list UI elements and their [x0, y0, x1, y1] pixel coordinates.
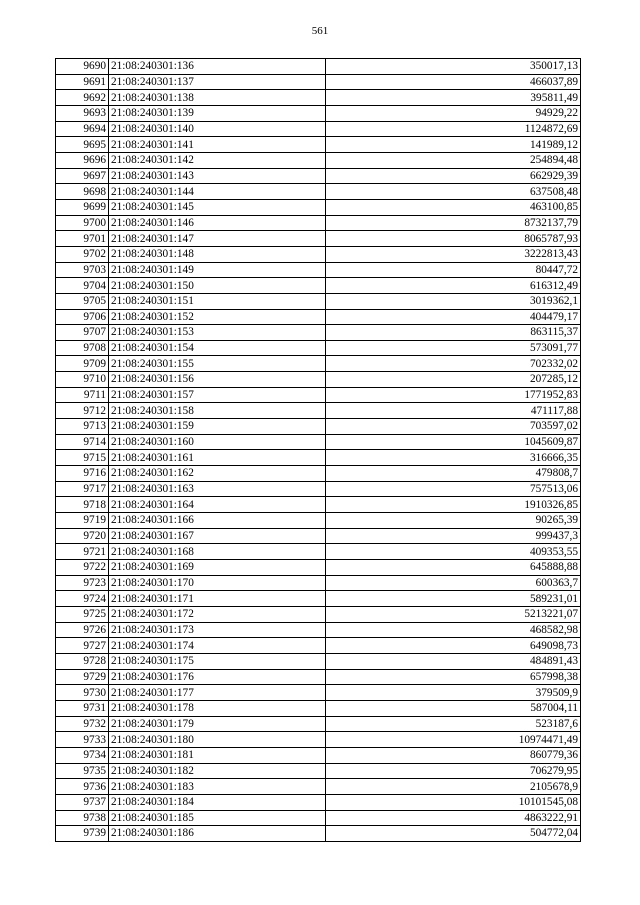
cadastral-value-cell: 471117,88	[326, 403, 581, 419]
cadastral-value-cell: 10101545,08	[326, 794, 581, 810]
table-row	[56, 481, 581, 497]
row-number-cell: 9711	[56, 387, 109, 403]
cadastral-number-cell: 21:08:240301:182	[109, 763, 326, 779]
row-number-cell: 9708	[56, 340, 109, 356]
table-row	[56, 152, 581, 168]
cadastral-number-cell: 21:08:240301:146	[109, 215, 326, 231]
cadastral-number-cell: 21:08:240301:142	[109, 152, 326, 168]
table-row	[56, 638, 581, 654]
cadastral-value-cell: 2105678,9	[326, 779, 581, 795]
table-body	[56, 59, 581, 842]
cadastral-value-cell: 463100,85	[326, 199, 581, 215]
cadastral-value-cell: 649098,73	[326, 638, 581, 654]
cadastral-value-table	[55, 58, 581, 842]
table-row	[56, 121, 581, 137]
cadastral-number-cell: 21:08:240301:163	[109, 481, 326, 497]
row-number-cell: 9704	[56, 278, 109, 294]
cadastral-number-cell: 21:08:240301:178	[109, 700, 326, 716]
table-row	[56, 403, 581, 419]
cadastral-number-cell: 21:08:240301:171	[109, 591, 326, 607]
table-row	[56, 497, 581, 513]
cadastral-number-cell: 21:08:240301:136	[109, 59, 326, 75]
row-number-cell: 9728	[56, 653, 109, 669]
cadastral-number-cell: 21:08:240301:155	[109, 356, 326, 372]
cadastral-value-cell: 706279,95	[326, 763, 581, 779]
table-row	[56, 591, 581, 607]
table-row	[56, 105, 581, 121]
page-number: 561	[311, 25, 329, 37]
cadastral-value-cell: 616312,49	[326, 278, 581, 294]
cadastral-value-cell: 1045609,87	[326, 434, 581, 450]
row-number-cell: 9733	[56, 732, 109, 748]
cadastral-number-cell: 21:08:240301:168	[109, 544, 326, 560]
cadastral-number-cell: 21:08:240301:149	[109, 262, 326, 278]
table-row	[56, 74, 581, 90]
table-row	[56, 466, 581, 482]
row-number-cell: 9703	[56, 262, 109, 278]
table-row	[56, 387, 581, 403]
table-row	[56, 231, 581, 247]
cadastral-value-cell: 80447,72	[326, 262, 581, 278]
row-number-cell: 9734	[56, 747, 109, 763]
row-number-cell: 9724	[56, 591, 109, 607]
cadastral-value-cell: 3222813,43	[326, 246, 581, 262]
table-row	[56, 575, 581, 591]
cadastral-value-cell: 589231,01	[326, 591, 581, 607]
cadastral-value-cell: 254894,48	[326, 152, 581, 168]
cadastral-number-cell: 21:08:240301:166	[109, 513, 326, 529]
table-row	[56, 309, 581, 325]
table-row	[56, 372, 581, 388]
cadastral-value-cell: 587004,11	[326, 700, 581, 716]
row-number-cell: 9706	[56, 309, 109, 325]
row-number-cell: 9726	[56, 622, 109, 638]
row-number-cell: 9732	[56, 716, 109, 732]
row-number-cell: 9705	[56, 293, 109, 309]
cadastral-number-cell: 21:08:240301:151	[109, 293, 326, 309]
cadastral-number-cell: 21:08:240301:156	[109, 372, 326, 388]
row-number-cell: 9739	[56, 826, 109, 842]
cadastral-number-cell: 21:08:240301:185	[109, 810, 326, 826]
cadastral-value-cell: 999437,3	[326, 528, 581, 544]
cadastral-number-cell: 21:08:240301:141	[109, 137, 326, 153]
cadastral-value-cell: 207285,12	[326, 372, 581, 388]
row-number-cell: 9723	[56, 575, 109, 591]
cadastral-value-cell: 8732137,79	[326, 215, 581, 231]
row-number-cell: 9710	[56, 372, 109, 388]
cadastral-value-cell: 466037,89	[326, 74, 581, 90]
table-row	[56, 419, 581, 435]
row-number-cell: 9691	[56, 74, 109, 90]
cadastral-value-cell: 757513,06	[326, 481, 581, 497]
cadastral-number-cell: 21:08:240301:153	[109, 325, 326, 341]
cadastral-value-cell: 409353,55	[326, 544, 581, 560]
table-row	[56, 732, 581, 748]
table-row	[56, 685, 581, 701]
row-number-cell: 9699	[56, 199, 109, 215]
table-row	[56, 59, 581, 75]
cadastral-value-cell: 645888,88	[326, 560, 581, 576]
cadastral-number-cell: 21:08:240301:161	[109, 450, 326, 466]
table-row	[56, 779, 581, 795]
row-number-cell: 9690	[56, 59, 109, 75]
cadastral-value-cell: 8065787,93	[326, 231, 581, 247]
cadastral-number-cell: 21:08:240301:137	[109, 74, 326, 90]
cadastral-number-cell: 21:08:240301:177	[109, 685, 326, 701]
cadastral-value-cell: 637508,48	[326, 184, 581, 200]
cadastral-number-cell: 21:08:240301:180	[109, 732, 326, 748]
cadastral-number-cell: 21:08:240301:179	[109, 716, 326, 732]
table-row	[56, 528, 581, 544]
row-number-cell: 9718	[56, 497, 109, 513]
cadastral-number-cell: 21:08:240301:162	[109, 466, 326, 482]
cadastral-number-cell: 21:08:240301:176	[109, 669, 326, 685]
cadastral-number-cell: 21:08:240301:143	[109, 168, 326, 184]
row-number-cell: 9736	[56, 779, 109, 795]
cadastral-value-cell: 860779,36	[326, 747, 581, 763]
cadastral-value-cell: 479808,7	[326, 466, 581, 482]
table-row	[56, 653, 581, 669]
cadastral-number-cell: 21:08:240301:184	[109, 794, 326, 810]
cadastral-value-cell: 4863222,91	[326, 810, 581, 826]
cadastral-value-cell: 600363,7	[326, 575, 581, 591]
row-number-cell: 9696	[56, 152, 109, 168]
cadastral-value-cell: 3019362,1	[326, 293, 581, 309]
table-row	[56, 747, 581, 763]
row-number-cell: 9731	[56, 700, 109, 716]
table-row	[56, 513, 581, 529]
cadastral-value-cell: 484891,43	[326, 653, 581, 669]
cadastral-value-cell: 702332,02	[326, 356, 581, 372]
row-number-cell: 9725	[56, 606, 109, 622]
cadastral-number-cell: 21:08:240301:158	[109, 403, 326, 419]
table-row	[56, 356, 581, 372]
row-number-cell: 9701	[56, 231, 109, 247]
cadastral-number-cell: 21:08:240301:181	[109, 747, 326, 763]
cadastral-value-cell: 863115,37	[326, 325, 581, 341]
cadastral-value-cell: 1910326,85	[326, 497, 581, 513]
cadastral-number-cell: 21:08:240301:154	[109, 340, 326, 356]
row-number-cell: 9698	[56, 184, 109, 200]
cadastral-number-cell: 21:08:240301:167	[109, 528, 326, 544]
row-number-cell: 9715	[56, 450, 109, 466]
cadastral-number-cell: 21:08:240301:150	[109, 278, 326, 294]
row-number-cell: 9694	[56, 121, 109, 137]
cadastral-value-cell: 94929,22	[326, 105, 581, 121]
cadastral-value-cell: 1124872,69	[326, 121, 581, 137]
table-row	[56, 669, 581, 685]
cadastral-number-cell: 21:08:240301:172	[109, 606, 326, 622]
row-number-cell: 9697	[56, 168, 109, 184]
table-row	[56, 622, 581, 638]
row-number-cell: 9692	[56, 90, 109, 106]
table-row	[56, 794, 581, 810]
table-row	[56, 434, 581, 450]
table-row	[56, 560, 581, 576]
cadastral-value-cell: 379509,9	[326, 685, 581, 701]
row-number-cell: 9709	[56, 356, 109, 372]
table-row	[56, 215, 581, 231]
cadastral-value-cell: 573091,77	[326, 340, 581, 356]
cadastral-value-cell: 662929,39	[326, 168, 581, 184]
cadastral-number-cell: 21:08:240301:157	[109, 387, 326, 403]
table-row	[56, 293, 581, 309]
cadastral-number-cell: 21:08:240301:147	[109, 231, 326, 247]
cadastral-number-cell: 21:08:240301:174	[109, 638, 326, 654]
cadastral-number-cell: 21:08:240301:169	[109, 560, 326, 576]
row-number-cell: 9716	[56, 466, 109, 482]
cadastral-value-cell: 90265,39	[326, 513, 581, 529]
row-number-cell: 9693	[56, 105, 109, 121]
row-number-cell: 9737	[56, 794, 109, 810]
table-row	[56, 246, 581, 262]
cadastral-value-cell: 395811,49	[326, 90, 581, 106]
table-row	[56, 700, 581, 716]
row-number-cell: 9722	[56, 560, 109, 576]
cadastral-number-cell: 21:08:240301:170	[109, 575, 326, 591]
cadastral-value-cell: 350017,13	[326, 59, 581, 75]
row-number-cell: 9713	[56, 419, 109, 435]
table-row	[56, 340, 581, 356]
table-row	[56, 168, 581, 184]
row-number-cell: 9707	[56, 325, 109, 341]
table-row	[56, 199, 581, 215]
cadastral-number-cell: 21:08:240301:152	[109, 309, 326, 325]
row-number-cell: 9727	[56, 638, 109, 654]
table-row	[56, 544, 581, 560]
table-row	[56, 763, 581, 779]
table-row	[56, 606, 581, 622]
table-row	[56, 278, 581, 294]
cadastral-value-cell: 468582,98	[326, 622, 581, 638]
cadastral-number-cell: 21:08:240301:173	[109, 622, 326, 638]
table-row	[56, 137, 581, 153]
cadastral-number-cell: 21:08:240301:138	[109, 90, 326, 106]
row-number-cell: 9721	[56, 544, 109, 560]
cadastral-value-cell: 504772,04	[326, 826, 581, 842]
row-number-cell: 9712	[56, 403, 109, 419]
cadastral-value-cell: 657998,38	[326, 669, 581, 685]
table-row	[56, 450, 581, 466]
row-number-cell: 9700	[56, 215, 109, 231]
row-number-cell: 9702	[56, 246, 109, 262]
cadastral-number-cell: 21:08:240301:144	[109, 184, 326, 200]
cadastral-value-cell: 141989,12	[326, 137, 581, 153]
cadastral-number-cell: 21:08:240301:159	[109, 419, 326, 435]
row-number-cell: 9717	[56, 481, 109, 497]
cadastral-number-cell: 21:08:240301:139	[109, 105, 326, 121]
cadastral-value-cell: 5213221,07	[326, 606, 581, 622]
cadastral-number-cell: 21:08:240301:140	[109, 121, 326, 137]
cadastral-value-cell: 10974471,49	[326, 732, 581, 748]
cadastral-number-cell: 21:08:240301:160	[109, 434, 326, 450]
table-row	[56, 325, 581, 341]
row-number-cell: 9714	[56, 434, 109, 450]
table-row	[56, 90, 581, 106]
row-number-cell: 9738	[56, 810, 109, 826]
table-row	[56, 184, 581, 200]
cadastral-value-cell: 1771952,83	[326, 387, 581, 403]
table-row	[56, 716, 581, 732]
cadastral-value-cell: 523187,6	[326, 716, 581, 732]
row-number-cell: 9695	[56, 137, 109, 153]
row-number-cell: 9730	[56, 685, 109, 701]
cadastral-number-cell: 21:08:240301:145	[109, 199, 326, 215]
cadastral-number-cell: 21:08:240301:164	[109, 497, 326, 513]
row-number-cell: 9720	[56, 528, 109, 544]
table-row	[56, 810, 581, 826]
cadastral-number-cell: 21:08:240301:148	[109, 246, 326, 262]
row-number-cell: 9719	[56, 513, 109, 529]
table-row	[56, 826, 581, 842]
row-number-cell: 9735	[56, 763, 109, 779]
row-number-cell: 9729	[56, 669, 109, 685]
table-row	[56, 262, 581, 278]
cadastral-value-cell: 703597,02	[326, 419, 581, 435]
cadastral-number-cell: 21:08:240301:183	[109, 779, 326, 795]
cadastral-number-cell: 21:08:240301:186	[109, 826, 326, 842]
cadastral-value-cell: 316666,35	[326, 450, 581, 466]
cadastral-number-cell: 21:08:240301:175	[109, 653, 326, 669]
cadastral-value-cell: 404479,17	[326, 309, 581, 325]
